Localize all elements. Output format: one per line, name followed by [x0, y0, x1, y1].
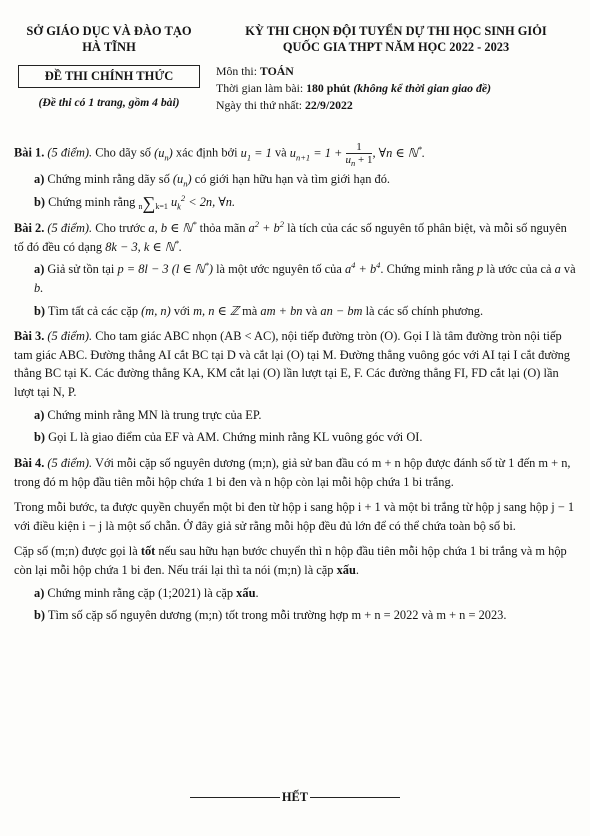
- time-row: Thời gian làm bài: 180 phút (không kể thời gian giao đề): [216, 80, 492, 95]
- exam-title-line1: KỲ THI CHỌN ĐỘI TUYỂN DỰ THI HỌC SINH GIỎI: [245, 24, 547, 38]
- problem-2b: b) Tìm tất cả các cặp (m, n) với m, n ∈ ℤ mà am + bn và an − bm là các số chính phương.: [34, 303, 484, 318]
- problem-3: Bài 3. (5 điểm). Cho tam giác ABC nhọn (AB < AC), nội tiếp đường tròn (O). Gọi I là tâm đường tròn nội tiếp tam giác ABC. Đường thẳng AI cắt BC tại D và cắt lại (O) tại M. Đường thẳng vuông góc với AI tại I cắt đường thẳng BC tại K. Các đường thẳng KA, KM cắt lại (O) lần lượt tại E, F. Các đường thẳng FI, FD cắt lại (O) lần lượt tại N, P.: [14, 329, 570, 400]
- exam-header: [14, 24, 576, 113]
- divider: [310, 797, 400, 798]
- problem-2: Bài 2. (5 điểm). Cho trước a, b ∈ ℕ* thỏa mãn $a^2 + b^2$ là tích của các số nguyên tố phân biệt, và mỗi số nguyên tố đó đều có dạng 8k − 3, k ∈ ℕ*.: [14, 219, 567, 254]
- subject-row: Môn thi: TOÁN: [216, 64, 294, 78]
- header-right: [216, 24, 576, 113]
- exam-content: [14, 141, 576, 625]
- problem-4-rules: Trong mỗi bước, ta được quyền chuyển một bi đen từ hộp i sang hộp i + 1 và một bi trắng từ hộp j sang hộp j − 1 với điều kiện i − j là một số chẵn. Ở đây giả sử rằng mỗi hộp đều đủ lớn để có thể chứa toàn bộ số bi.: [14, 500, 575, 533]
- problem-3b: b) Gọi L là giao điểm của EF và AM. Chứng minh rằng KL vuông góc với OI.: [34, 430, 423, 445]
- divider: [190, 797, 280, 798]
- problem-1a: a) Chứng minh rằng dãy số $(u_n)$ có giới hạn hữu hạn và tìm giới hạn đó.: [34, 172, 391, 189]
- problem-4b: b) Tìm số cặp số nguyên dương (m;n) tốt trong mỗi trường hợp m + n = 2022 và m + n = 2023.: [34, 608, 507, 623]
- header-left: [14, 24, 204, 113]
- exam-title-line2: QUỐC GIA THPT NĂM HỌC 2022 - 2023: [282, 39, 510, 54]
- end-marker: [0, 788, 590, 807]
- subject: TOÁN: [259, 64, 294, 78]
- time: 180 phút: [306, 80, 351, 95]
- fraction: $\frac{1}{u_n + 1}$: [345, 141, 373, 169]
- problem-4-definition: Cặp số (m;n) được gọi là tốt nếu sau hữu hạn bước chuyển thì n hộp đầu tiên mỗi hộp chứa 1 bi trắng và m hộp còn lại mỗi hộp chứa 1 bi đen. Nếu trái lại thì ta nói (m;n) là cặp xấu.: [14, 544, 567, 577]
- exam-meta: [216, 63, 576, 113]
- problem-1b: b) Chứng minh rằng n∑k=1 $u_k^2 < 2n$, ∀n.: [34, 192, 236, 214]
- org-name: SỞ GIÁO DỤC VÀ ĐÀO TẠO: [26, 24, 192, 38]
- end-text: HẾT: [281, 790, 309, 804]
- date: 22/9/2022: [304, 97, 353, 112]
- problem-4a: a) Chứng minh rằng cặp (1;2021) là cặp xấu.: [34, 585, 259, 600]
- page-note: (Đề thi có 1 trang, gồm 4 bài): [38, 96, 180, 109]
- org-province: HÀ TĨNH: [82, 39, 136, 54]
- date-row: Ngày thi thứ nhất: 22/9/2022: [216, 97, 353, 112]
- problem-3a: a) Chứng minh rằng MN là trung trực của EP.: [34, 407, 262, 422]
- problem-4: Bài 4. (5 điểm). Với mỗi cặp số nguyên dương (m;n), giả sử ban đầu có m + n hộp được đánh số từ 1 đến m + n, trong đó m hộp đầu tiên mỗi hộp chứa 1 bi đen và n hộp còn lại mỗi hộp chứa 1 bi trắng.: [14, 455, 571, 489]
- official-badge: ĐỀ THI CHÍNH THỨC: [18, 65, 201, 88]
- problem-1: Bài 1. (5 điểm). Cho dãy số $(u_n)$ xác định bởi $u_1 = 1$ và $u_{n+1} = 1$ + $\frac{1}{u_n + 1}$ , ∀n ∈ ℕ*.: [14, 141, 425, 169]
- sum-symbol: n∑k=1: [138, 193, 168, 214]
- problem-2a: a) Giả sử tồn tại p = 8l − 3 (l ∈ ℕ*) là một ước nguyên tố của $a^4 + b^4$. Chứng minh rằng p là ước của cả a và b.: [34, 260, 576, 296]
